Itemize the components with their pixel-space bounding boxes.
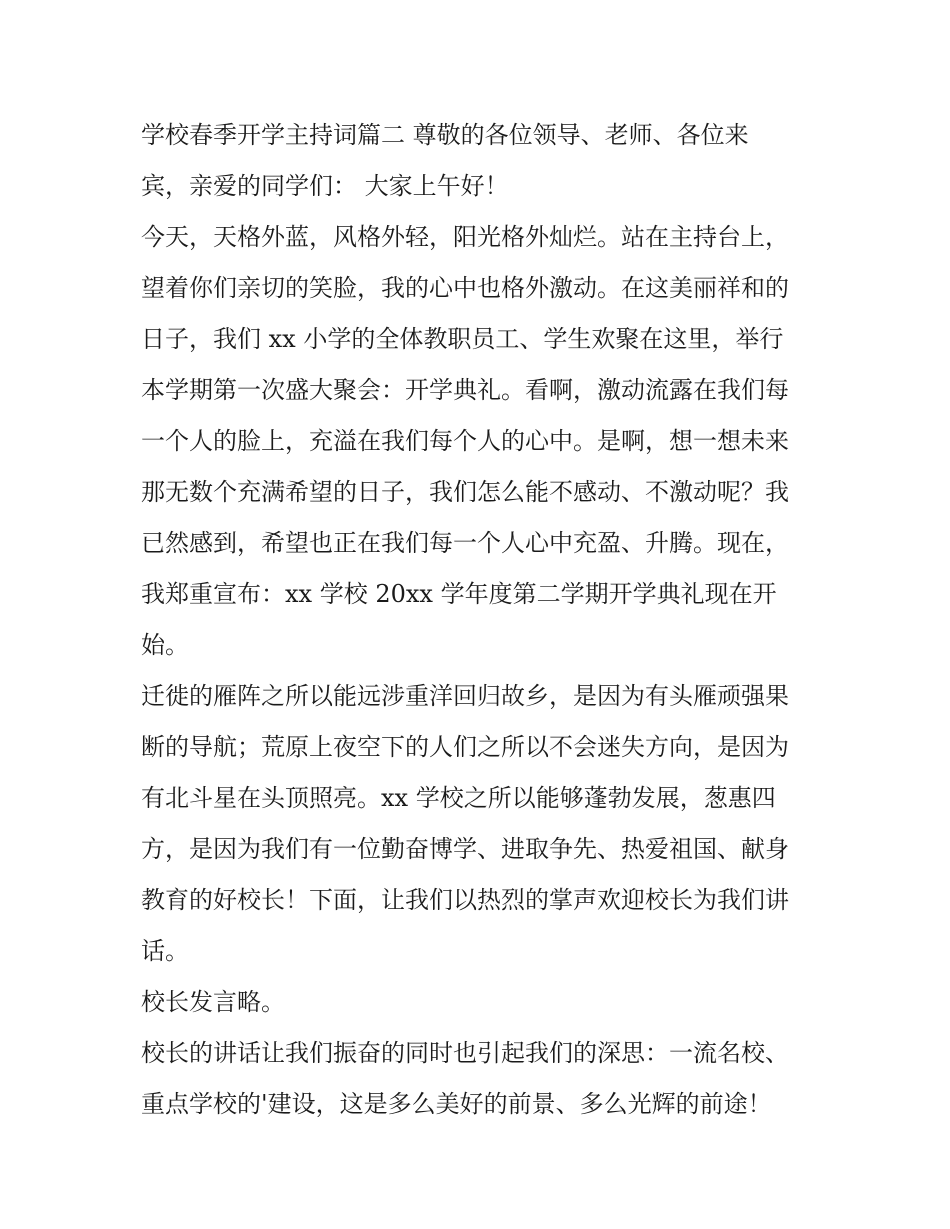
text-line: 校长的讲话让我们振奋的同时也引起我们的深思：一流名校、 — [141, 1039, 789, 1067]
text-line: 断的导航；荒原上夜空下的人们之所以不会迷失方向，是因为 — [141, 733, 789, 761]
text-line: 日子，我们 xx 小学的全体教职员工、学生欢聚在这里，举行 — [141, 325, 784, 353]
text-line: 迁徙的雁阵之所以能远涉重洋回归故乡，是因为有头雁顽强果 — [141, 682, 789, 710]
text-line: 始。 — [141, 631, 189, 659]
document-body — [141, 110, 816, 1130]
text-line: 教育的好校长！下面，让我们以热烈的掌声欢迎校长为我们讲 — [141, 886, 789, 914]
text-line: 一个人的脸上，充溢在我们每个人的心中。是啊，想一想未来 — [141, 427, 789, 455]
text-line: 望着你们亲切的笑脸，我的心中也格外激动。在这美丽祥和的 — [141, 274, 789, 302]
text-line: 话。 — [141, 937, 189, 965]
text-line: 方，是因为我们有一位勤奋博学、进取争先、热爱祖国、献身 — [141, 835, 789, 863]
text-line: 我郑重宣布：xx 学校 20xx 学年度第二学期开学典礼现在开 — [141, 580, 777, 608]
text-line: 宾，亲爱的同学们： 大家上午好！ — [141, 172, 509, 200]
text-line: 已然感到，希望也正在我们每一个人心中充盈、升腾。现在， — [141, 529, 789, 557]
text-line: 重点学校的'建设，这是多么美好的前景、多么光辉的前途！ — [141, 1090, 772, 1118]
text-line: 有北斗星在头顶照亮。xx 学校之所以能够蓬勃发展，葱惠四 — [141, 784, 776, 812]
text-line: 本学期第一次盛大聚会：开学典礼。看啊，激动流露在我们每 — [141, 376, 789, 404]
text-line: 学校春季开学主持词篇二 尊敬的各位领导、老师、各位来 — [141, 121, 749, 149]
text-line: 校长发言略。 — [141, 988, 285, 1016]
text-line: 那无数个充满希望的日子，我们怎么能不感动、不激动呢？我 — [141, 478, 789, 506]
text-line: 今天，天格外蓝，风格外轻，阳光格外灿烂。站在主持台上， — [141, 223, 789, 251]
